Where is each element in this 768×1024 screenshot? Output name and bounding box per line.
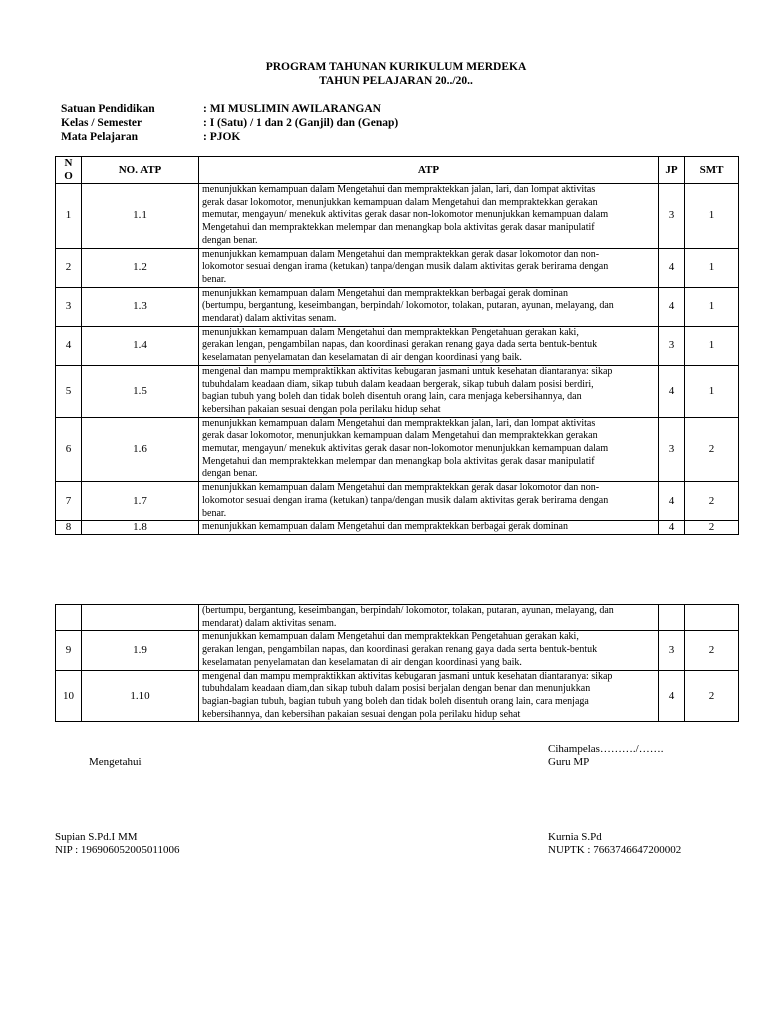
signature-right-role: Guru MP xyxy=(548,756,590,768)
atp-line: (bertumpu, bergantung, keseimbangan, berpindah/ lokomotor, tolakan, putaran, ayunan, melayang, dan xyxy=(202,300,614,312)
header-atp: ATP xyxy=(199,157,659,184)
row-smt: 1 xyxy=(685,184,739,249)
table-row xyxy=(56,482,739,521)
atp-line: menunjukkan kemampuan dalam Mengetahui dan mempraktekkan Pengetahuan gerakan kaki, xyxy=(202,631,579,643)
row-number: 10 xyxy=(56,670,82,722)
atp-line: gerakan lengan, pengambilan napas, dan koordinasi gerakan renang gaya dada serta bentuk-bentuk xyxy=(202,644,598,656)
atp-line: lokomotor sesuai dengan irama (ketukan) tanpa/dengan musik dalam aktivitas gerak berirama dengan xyxy=(202,494,609,506)
table-row xyxy=(56,248,739,287)
row-atp-number: 1.7 xyxy=(82,482,199,521)
row-atp-description xyxy=(199,326,659,365)
atp-line: memutar, mengayun/ menekuk aktivitas gerak dasar non-lokomotor menunjukkan kemampuan dalam xyxy=(202,209,609,221)
row-smt xyxy=(685,605,739,631)
row-number: 2 xyxy=(56,248,82,287)
header-smt: SMT xyxy=(685,157,739,184)
row-number: 8 xyxy=(56,521,82,535)
row-jp: 3 xyxy=(659,326,685,365)
row-atp-description xyxy=(199,605,659,631)
atp-line: menunjukkan kemampuan dalam Mengetahui dan mempraktekkan jalan, lari, dan lompat aktivitas xyxy=(202,417,596,429)
row-atp-number: 1.1 xyxy=(82,184,199,249)
table-row xyxy=(56,287,739,326)
atp-line: dengan benar. xyxy=(202,468,258,480)
atp-line: benar. xyxy=(202,273,227,285)
atp-line: gerakan lengan, pengambilan napas, dan koordinasi gerakan renang gaya dada serta bentuk-bentuk xyxy=(202,339,598,351)
row-jp: 4 xyxy=(659,670,685,722)
meta-value-kelas: : I (Satu) / 1 dan 2 (Ganjil) dan (Genap) xyxy=(203,117,399,129)
table-row xyxy=(56,365,739,417)
atp-line: mengenal dan mampu mempraktikkan aktivitas kebugaran jasmani untuk kesehatan diantaranya: sikap xyxy=(202,670,613,682)
header-no-line1: N xyxy=(64,157,73,169)
row-number: 1 xyxy=(56,184,82,249)
document-subtitle: TAHUN PELAJARAN 20../20.. xyxy=(319,75,473,87)
row-number: 5 xyxy=(56,365,82,417)
meta-value-satuan: : MI MUSLIMIN AWILARANGAN xyxy=(203,103,381,115)
atp-line: kebersihannya, dan kebersihan pakaian sesuai dengan pola perilaku hidup sehat xyxy=(202,708,521,720)
atp-line: gerak dasar lokomotor, menunjukkan kemampuan dalam Mengetahui dan mempraktekkan gerakan xyxy=(202,430,598,442)
atp-line: menunjukkan kemampuan dalam Mengetahui dan mempraktekkan jalan, lari, dan lompat aktivitas xyxy=(202,184,596,195)
row-atp-number: 1.3 xyxy=(82,287,199,326)
row-jp xyxy=(659,605,685,631)
table-row xyxy=(56,184,739,249)
row-number: 4 xyxy=(56,326,82,365)
atp-line: kebersihan pakaian sesuai dengan pola perilaku hidup sehat xyxy=(202,403,441,415)
signature-left-name: Supian S.Pd.I MM xyxy=(55,831,138,843)
row-jp: 4 xyxy=(659,365,685,417)
signature-right-place: Cihampelas………./……. xyxy=(548,743,664,755)
row-smt: 1 xyxy=(685,248,739,287)
row-smt: 1 xyxy=(685,326,739,365)
row-jp: 4 xyxy=(659,248,685,287)
atp-line: dengan benar. xyxy=(202,234,258,246)
meta-label-kelas: Kelas / Semester xyxy=(61,117,143,129)
atp-line: tubuhdalam keadaan diam, sikap tubuh dalam keadaan bergerak, sikap tubuh dalam posisi berdiri, xyxy=(202,378,594,390)
row-atp-description xyxy=(199,365,659,417)
header-no-line2: O xyxy=(64,170,73,182)
row-smt: 1 xyxy=(685,365,739,417)
row-smt: 2 xyxy=(685,521,739,535)
atp-line: menunjukkan kemampuan dalam Mengetahui dan mempraktekkan gerak dasar lokomotor dan non- xyxy=(202,482,600,494)
row-number: 7 xyxy=(56,482,82,521)
row-atp-number: 1.9 xyxy=(82,631,199,670)
row-number: 6 xyxy=(56,417,82,482)
row-atp-description xyxy=(199,248,659,287)
atp-line: mendarat) dalam aktivitas senam. xyxy=(202,313,337,325)
row-jp: 4 xyxy=(659,482,685,521)
atp-line: Mengetahui dan mempraktekkan melempar dan menangkap bola aktivitas gerak dasar manipulatif xyxy=(202,455,595,467)
meta-value-mapel: : PJOK xyxy=(203,131,241,143)
row-atp-number: 1.6 xyxy=(82,417,199,482)
row-jp: 3 xyxy=(659,184,685,249)
row-atp-number xyxy=(82,605,199,631)
atp-line: Mengetahui dan mempraktekkan melempar dan menangkap bola aktivitas gerak dasar manipulatif xyxy=(202,222,595,234)
table-row xyxy=(56,631,739,670)
row-jp: 4 xyxy=(659,521,685,535)
header-no xyxy=(56,157,82,184)
meta-label-mapel: Mata Pelajaran xyxy=(61,131,138,143)
atp-line: menunjukkan kemampuan dalam Mengetahui dan mempraktekkan berbagai gerak dominan xyxy=(202,521,568,533)
row-jp: 3 xyxy=(659,417,685,482)
row-jp: 3 xyxy=(659,631,685,670)
atp-line: menunjukkan kemampuan dalam Mengetahui dan mempraktekkan berbagai gerak dominan xyxy=(202,287,568,299)
table-row xyxy=(56,417,739,482)
signature-right-nuptk: NUPTK : 7663746647200002 xyxy=(548,844,682,856)
row-smt: 1 xyxy=(685,287,739,326)
row-atp-description xyxy=(199,184,659,249)
atp-line: benar. xyxy=(202,507,227,519)
row-atp-number: 1.8 xyxy=(82,521,199,535)
atp-table-continued xyxy=(55,604,739,722)
row-atp-description xyxy=(199,287,659,326)
meta-label-satuan: Satuan Pendidikan xyxy=(61,103,155,115)
row-jp: 4 xyxy=(659,287,685,326)
atp-line: mengenal dan mampu mempraktikkan aktivitas kebugaran jasmani untuk kesehatan diantaranya: sikap xyxy=(202,365,613,377)
atp-line: gerak dasar lokomotor, menunjukkan kemampuan dalam Mengetahui dan mempraktekkan gerakan xyxy=(202,196,598,208)
row-number xyxy=(56,605,82,631)
table-row xyxy=(56,670,739,722)
atp-line: menunjukkan kemampuan dalam Mengetahui dan mempraktekkan Pengetahuan gerakan kaki, xyxy=(202,326,579,338)
atp-line: mendarat) dalam aktivitas senam. xyxy=(202,617,337,629)
row-smt: 2 xyxy=(685,482,739,521)
atp-line: keselamatan penyelamatan dan keselamatan di air dengan koordinasi yang baik. xyxy=(202,656,522,668)
table-header-row xyxy=(56,157,739,184)
signature-right-name: Kurnia S.Pd xyxy=(548,831,602,843)
atp-line: (bertumpu, bergantung, keseimbangan, berpindah/ lokomotor, tolakan, putaran, ayunan, melayang, dan xyxy=(202,605,614,616)
row-number: 3 xyxy=(56,287,82,326)
atp-line: bagian tubuh yang boleh dan tidak boleh disentuh orang lain, cara menjaga kebersihannya, dan xyxy=(202,391,582,403)
row-atp-number: 1.5 xyxy=(82,365,199,417)
row-atp-number: 1.10 xyxy=(82,670,199,722)
table-row xyxy=(56,605,739,631)
header-jp: JP xyxy=(659,157,685,184)
row-atp-description xyxy=(199,521,659,535)
atp-line: menunjukkan kemampuan dalam Mengetahui dan mempraktekkan gerak dasar lokomotor dan non- xyxy=(202,248,600,260)
document-title: PROGRAM TAHUNAN KURIKULUM MERDEKA xyxy=(265,61,527,73)
row-atp-description xyxy=(199,417,659,482)
header-no-atp: NO. ATP xyxy=(82,157,199,184)
atp-line: tubuhdalam keadaan diam,dan sikap tubuh dalam posisi berjalan dengan benar dan menunjukkan xyxy=(202,683,591,695)
table-row xyxy=(56,326,739,365)
signature-left-caption: Mengetahui xyxy=(89,756,142,768)
row-atp-description xyxy=(199,631,659,670)
row-atp-number: 1.4 xyxy=(82,326,199,365)
atp-line: keselamatan penyelamatan dan keselamatan di air dengan koordinasi yang baik. xyxy=(202,352,522,364)
table-row xyxy=(56,521,739,535)
atp-line: bagian-bagian tubuh, bagian tubuh yang boleh dan tidak boleh disentuh orang lain, cara menjaga xyxy=(202,695,589,707)
row-smt: 2 xyxy=(685,417,739,482)
signature-left-nip: NIP : 196906052005011006 xyxy=(55,844,180,856)
row-atp-description xyxy=(199,482,659,521)
row-atp-number: 1.2 xyxy=(82,248,199,287)
atp-line: memutar, mengayun/ menekuk aktivitas gerak dasar non-lokomotor menunjukkan kemampuan dalam xyxy=(202,443,609,455)
atp-table xyxy=(55,156,739,535)
row-smt: 2 xyxy=(685,631,739,670)
row-number: 9 xyxy=(56,631,82,670)
row-atp-description xyxy=(199,670,659,722)
atp-line: lokomotor sesuai dengan irama (ketukan) tanpa/dengan musik dalam aktivitas gerak berirama dengan xyxy=(202,261,609,273)
row-smt: 2 xyxy=(685,670,739,722)
